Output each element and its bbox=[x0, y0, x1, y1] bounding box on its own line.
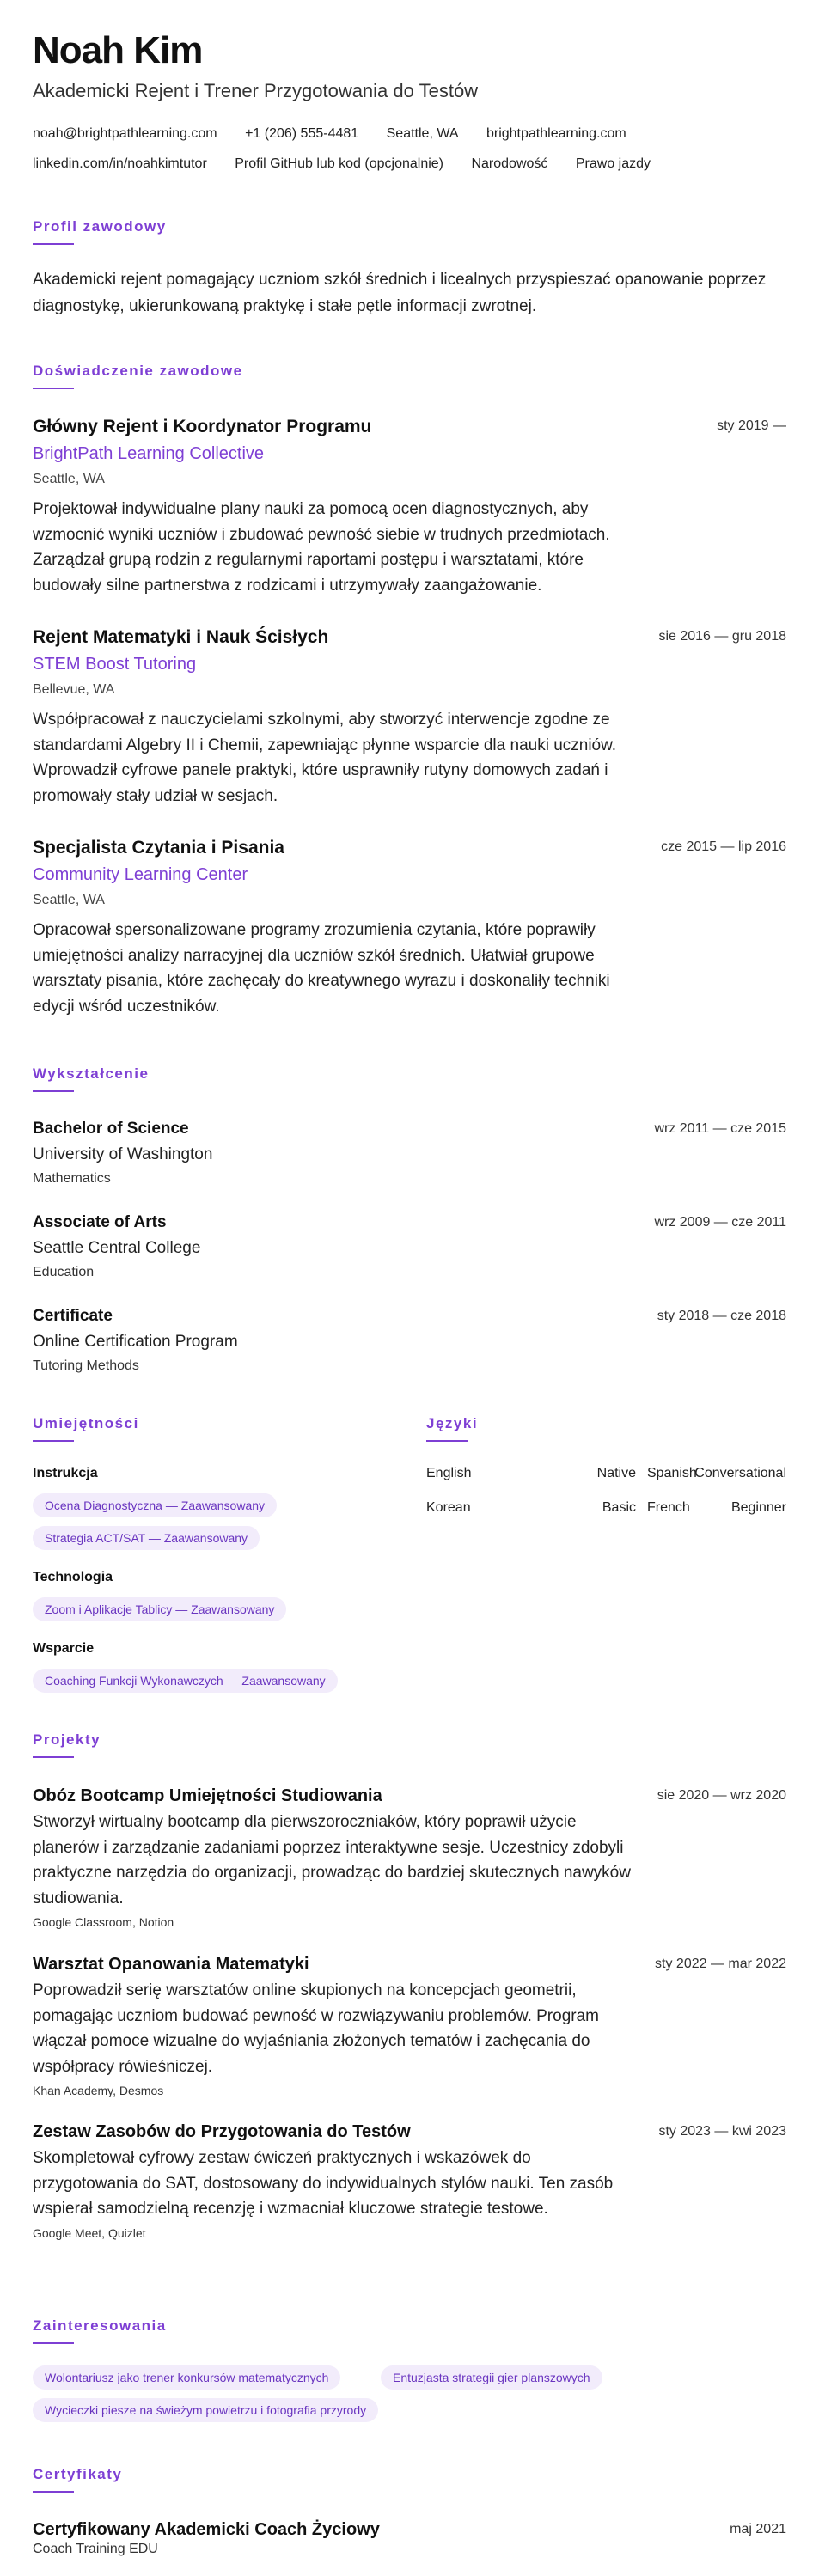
education-school: Seattle Central College bbox=[33, 1239, 201, 1257]
language-level: Conversational bbox=[694, 1466, 786, 1480]
project-tools: Khan Academy, Desmos bbox=[33, 2084, 164, 2097]
skill-chip: Zoom i Aplikacje Tablicy — Zaawansowany bbox=[33, 1597, 286, 1621]
job-organization: BrightPath Learning Collective bbox=[33, 444, 265, 463]
projects-section-rule bbox=[33, 1756, 74, 1758]
skill-group-title: Instrukcja bbox=[33, 1466, 98, 1480]
project-dates: sie 2020 — wrz 2020 bbox=[657, 1788, 786, 1803]
education-field: Tutoring Methods bbox=[33, 1358, 139, 1373]
language-name: English bbox=[426, 1466, 472, 1480]
education-entry bbox=[33, 1307, 786, 1374]
interest-chip: Entuzjasta strategii gier planszowych bbox=[381, 2365, 602, 2390]
education-degree: Certificate bbox=[33, 1307, 113, 1325]
job-location: Seattle, WA bbox=[33, 472, 105, 486]
certificate-issuer: Coach Training EDU bbox=[33, 2542, 158, 2556]
candidate-name: Noah Kim bbox=[33, 29, 203, 71]
summary-text: Akademicki rejent pomagający uczniom szkół średnich i licealnych przyspieszać opanowanie poprzez diagnostykę, ukierunkowaną praktykę i stałe pętle informacji zwrotnej. bbox=[33, 271, 767, 315]
education-degree: Bachelor of Science bbox=[33, 1120, 189, 1138]
project-title: Zestaw Zasobów do Przygotowania do Testów bbox=[33, 2122, 411, 2141]
education-entry bbox=[33, 1120, 786, 1187]
education-dates: sty 2018 — cze 2018 bbox=[657, 1309, 786, 1323]
projects-section-title: Projekty bbox=[33, 1731, 101, 1748]
job-title: Specjalista Czytania i Pisania bbox=[33, 838, 284, 858]
skill-chip: Strategia ACT/SAT — Zaawansowany bbox=[33, 1526, 260, 1550]
nationality-text: Narodowość bbox=[471, 156, 548, 171]
certificate-entry bbox=[33, 2520, 786, 2557]
education-school: Online Certification Program bbox=[33, 1333, 238, 1351]
job-dates: sie 2016 — gru 2018 bbox=[658, 629, 786, 644]
language-name: Spanish bbox=[647, 1466, 697, 1480]
job-entry bbox=[33, 627, 786, 809]
certificates-section-rule bbox=[33, 2491, 74, 2493]
education-degree: Associate of Arts bbox=[33, 1213, 167, 1231]
project-description: Skompletował cyfrowy zestaw ćwiczeń praktycznych i wskazówek do przygotowania do SAT, dostosowany do indywidualnych stylów nauki. Ten zasób wspierał samodzielną recenzję i wzmacniał kluczowe strategie testowe. bbox=[33, 2149, 614, 2218]
job-description: Opracował spersonalizowane programy zrozumienia czytania, które poprawiły umiejętności analizy narracyjnej dla uczniów szkół średnich. Ułatwiał grupowe warsztaty pisania, które zachęcały do kreatywnego wyrazu i doskonaliły techniki edycji wśród uczestników. bbox=[33, 921, 610, 1016]
skills-section-title: Umiejętności bbox=[33, 1415, 139, 1431]
project-dates: sty 2022 — mar 2022 bbox=[655, 1956, 786, 1971]
experience-section-rule bbox=[33, 388, 74, 389]
education-section-rule bbox=[33, 1090, 74, 1092]
phone-text: +1 (206) 555-4481 bbox=[245, 126, 359, 141]
website-link[interactable]: brightpathlearning.com bbox=[486, 126, 626, 141]
summary-section-title: Profil zawodowy bbox=[33, 218, 167, 235]
skills-section-rule bbox=[33, 1440, 74, 1442]
contact-row-2 bbox=[33, 156, 675, 172]
job-title: Główny Rejent i Koordynator Programu bbox=[33, 417, 372, 436]
candidate-headline: Akademicki Rejent i Trener Przygotowania do Testów bbox=[33, 80, 479, 101]
project-dates: sty 2023 — kwi 2023 bbox=[658, 2124, 786, 2139]
languages-section-title: Języki bbox=[426, 1415, 479, 1431]
education-field: Education bbox=[33, 1265, 95, 1279]
project-description: Poprowadził serię warsztatów online skupionych na koncepcjach geometrii, pomagając uczniom budować pewność w rozwiązywaniu problemów. Program włączał pomoce wizualne do wyjaśniania złożonych tematów i zachęcania do współpracy rówieśniczej. bbox=[33, 1981, 599, 2076]
skill-chip: Ocena Diagnostyczna — Zaawansowany bbox=[33, 1493, 277, 1517]
project-description: Stworzył wirtualny bootcamp dla pierwszoroczniaków, który poprawił użycie planerów i zarządzanie zadaniami poprzez interaktywne sesje. Uczestnicy zdobyli praktyczne narzędzia do organizacji, prowadząc do bardziej skutecznych nawyków studiowania. bbox=[33, 1813, 631, 1908]
language-level: Beginner bbox=[730, 1500, 786, 1515]
job-entry bbox=[33, 417, 786, 598]
email-link[interactable]: noah@brightpathlearning.com bbox=[33, 126, 217, 141]
job-organization: Community Learning Center bbox=[33, 865, 248, 884]
project-entry bbox=[33, 2122, 786, 2240]
certificate-title: Certyfikowany Akademicki Coach Życiowy bbox=[33, 2520, 380, 2539]
education-dates: wrz 2011 — cze 2015 bbox=[654, 1121, 786, 1136]
language-level: Native bbox=[596, 1466, 636, 1480]
project-tools: Google Meet, Quizlet bbox=[33, 2225, 146, 2240]
driving-license-text: Prawo jazdy bbox=[575, 156, 651, 171]
education-school: University of Washington bbox=[33, 1145, 213, 1163]
language-level: Basic bbox=[602, 1500, 636, 1515]
education-dates: wrz 2009 — cze 2011 bbox=[654, 1215, 786, 1230]
skill-group-title: Wsparcie bbox=[33, 1641, 95, 1656]
project-entry bbox=[33, 1786, 786, 1929]
certificate-date: maj 2021 bbox=[730, 2522, 786, 2536]
summary-section-rule bbox=[33, 243, 74, 245]
contact-row-1 bbox=[33, 126, 651, 142]
job-organization: STEM Boost Tutoring bbox=[33, 655, 197, 674]
languages-section-rule bbox=[426, 1440, 468, 1442]
language-name: French bbox=[647, 1500, 690, 1515]
language-name: Korean bbox=[426, 1500, 471, 1515]
project-title: Warsztat Opanowania Matematyki bbox=[33, 1955, 309, 1974]
skill-chip: Coaching Funkcji Wykonawczych — Zaawansowany bbox=[33, 1669, 338, 1693]
skill-group-title: Technologia bbox=[33, 1570, 113, 1584]
experience-section-title: Doświadczenie zawodowe bbox=[33, 363, 243, 379]
education-field: Mathematics bbox=[33, 1171, 111, 1186]
interest-chip: Wycieczki piesze na świeżym powietrzu i fotografia przyrody bbox=[33, 2398, 378, 2422]
github-link[interactable]: Profil GitHub lub kod (opcjonalnie) bbox=[235, 156, 444, 171]
interests-section-rule bbox=[33, 2342, 74, 2344]
education-entry bbox=[33, 1213, 786, 1280]
job-dates: cze 2015 — lip 2016 bbox=[661, 839, 786, 854]
location-text: Seattle, WA bbox=[386, 126, 459, 141]
interest-chip: Wolontariusz jako trener konkursów matematycznych bbox=[33, 2365, 340, 2390]
job-location: Bellevue, WA bbox=[33, 682, 115, 697]
project-tools: Google Classroom, Notion bbox=[33, 1915, 174, 1929]
linkedin-link[interactable]: linkedin.com/in/noahkimtutor bbox=[33, 156, 207, 171]
project-entry bbox=[33, 1955, 786, 2097]
job-description: Projektował indywidualne plany nauki za pomocą ocen diagnostycznych, aby wzmocnić wyniki uczniów i zbudować pewność siebie w trudnych przedmiotach. Zarządzał grupą rodzin z regularnymi raportami postępu i warsztatami, które budowały silne partnerstwa z rodzicami i utrzymywały zaangażowanie. bbox=[33, 500, 610, 595]
certificates-section-title: Certyfikaty bbox=[33, 2466, 123, 2482]
job-entry bbox=[33, 838, 786, 1019]
job-location: Seattle, WA bbox=[33, 893, 105, 907]
job-description: Współpracował z nauczycielami szkolnymi, aby stworzyć interwencje zgodne ze standardami Algebry II i Chemii, zapewniając płynne wsparcie dla nauki uczniów. Wprowadził cyfrowe panele praktyki, które usprawniły rutyny domowych zadań i promowały stały udział w sesjach. bbox=[33, 711, 617, 805]
job-title: Rejent Matematyki i Nauk Ścisłych bbox=[33, 627, 329, 647]
project-title: Obóz Bootcamp Umiejętności Studiowania bbox=[33, 1786, 382, 1805]
job-dates: sty 2019 — bbox=[717, 418, 786, 433]
interests-section-title: Zainteresowania bbox=[33, 2317, 167, 2334]
education-section-title: Wykształcenie bbox=[33, 1065, 150, 1082]
